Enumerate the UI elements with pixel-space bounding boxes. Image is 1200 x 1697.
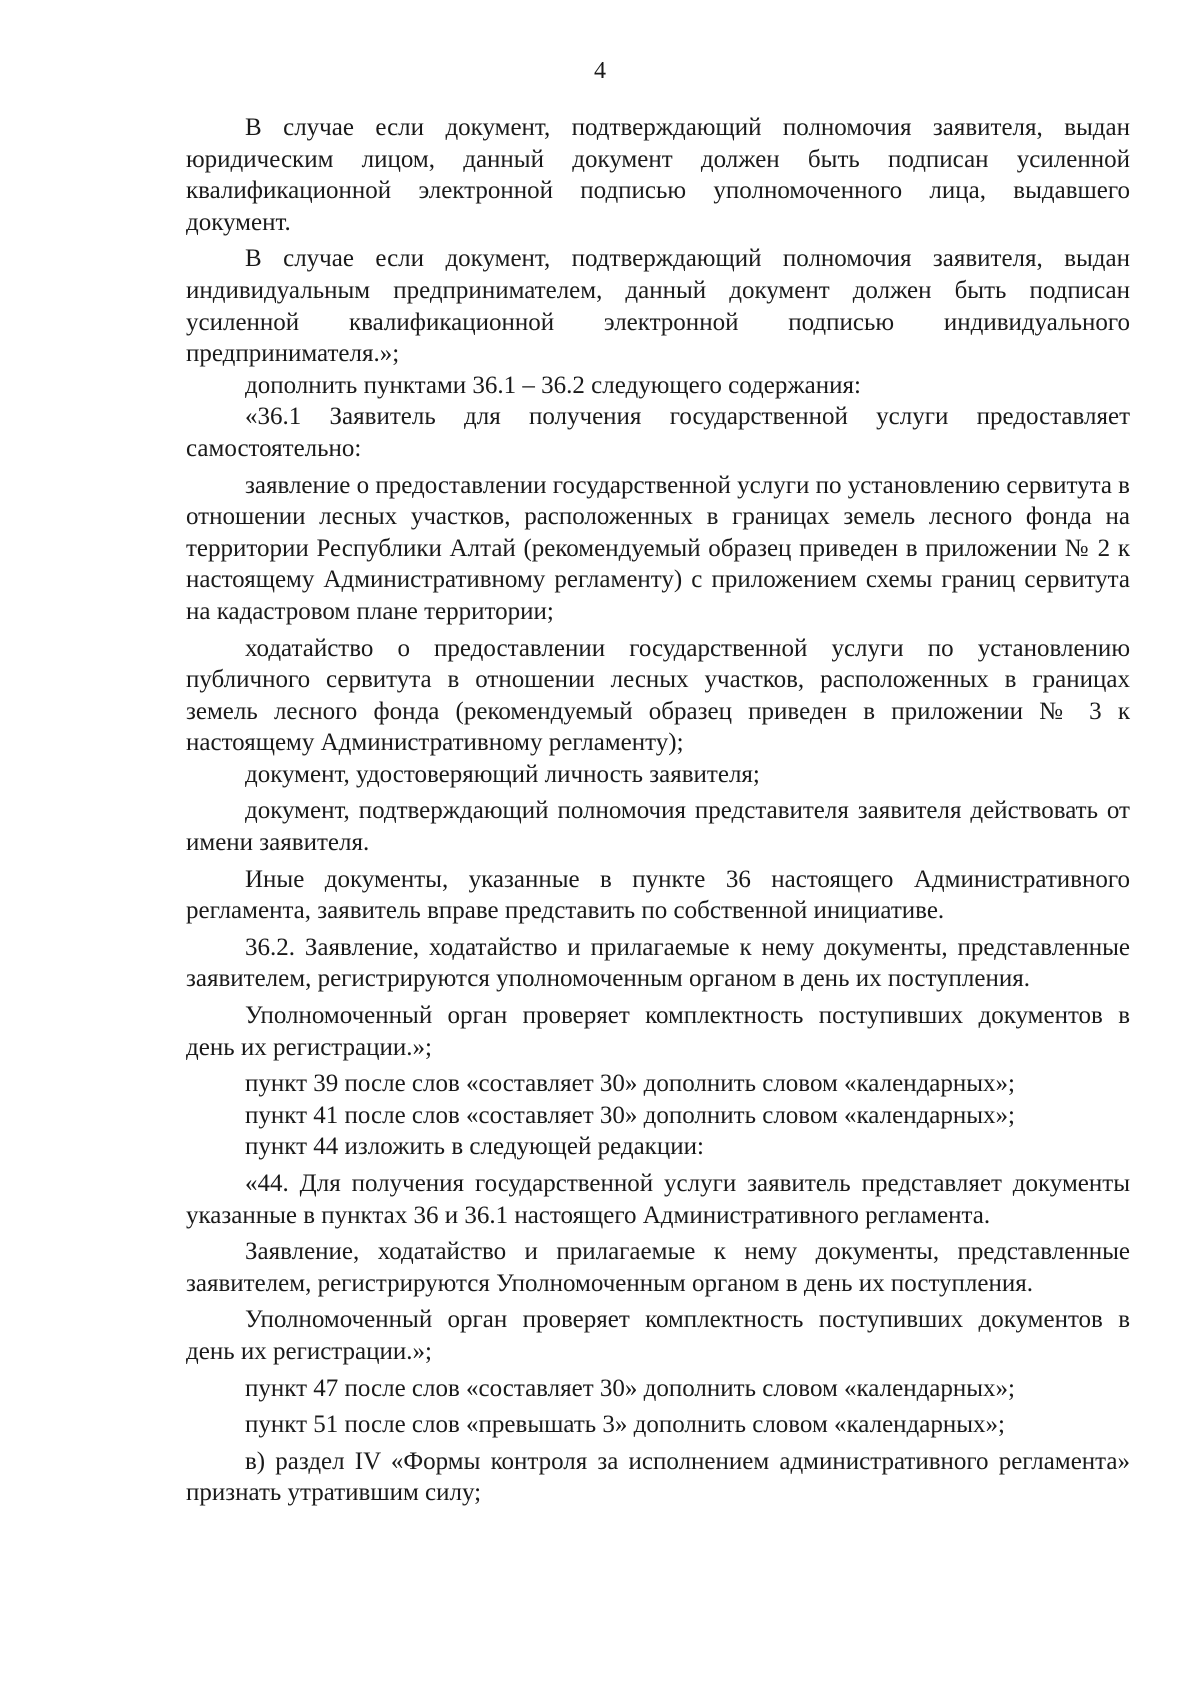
paragraph: пункт 39 после слов «составляет 30» дополнить словом «календарных»;	[245, 1070, 1016, 1098]
paragraph: заявление о предоставлении государственной услуги по установлению сервитута в отношении лесных участков, расположенных в границах земель лесного фонда на территории Республики Алтай (рекомендуемый образец приведен в приложении № 2 к настоящему Административному регламенту) с приложением схемы границ сервитута на кадастровом плане территории;	[186, 471, 1130, 625]
paragraph: В случае если документ, подтверждающий полномочия заявителя, выдан индивидуальным предпринимателем, данный документ должен быть подписан усиленной квалификационной электронной подписью индивидуального предпринимателя.»;	[186, 245, 1130, 368]
paragraph: Уполномоченный орган проверяет комплектность поступивших документов в день их регистрации.»;	[186, 1306, 1130, 1365]
document-body	[186, 112, 1130, 1509]
paragraph: Иные документы, указанные в пункте 36 настоящего Административного регламента, заявитель вправе представить по собственной инициативе.	[186, 865, 1130, 925]
paragraph: ходатайство о предоставлении государственной услуги по установлению публичного сервитута в отношении лесных участков, расположенных в границах земель лесного фонда (рекомендуемый образец приведен в приложении № 3 к настоящему Административному регламенту);	[186, 634, 1130, 757]
paragraph: в) раздел IV «Формы контроля за исполнением административного регламента» признать утратившим силу;	[186, 1447, 1130, 1507]
paragraph: Заявление, ходатайство и прилагаемые к нему документы, представленные заявителем, регистрируются Уполномоченным органом в день их поступления.	[186, 1238, 1130, 1297]
paragraph: дополнить пунктами 36.1 – 36.2 следующего содержания:	[245, 371, 861, 399]
paragraph: пункт 47 после слов «составляет 30» дополнить словом «календарных»;	[245, 1374, 1016, 1402]
paragraph: пункт 41 после слов «составляет 30» дополнить словом «календарных»;	[245, 1101, 1016, 1129]
paragraph: документ, удостоверяющий личность заявителя;	[245, 760, 760, 788]
paragraph: пункт 51 после слов «превышать 3» дополнить словом «календарных»;	[245, 1411, 1005, 1439]
paragraph: 36.2. Заявление, ходатайство и прилагаемые к нему документы, представленные заявителем, регистрируются уполномоченным органом в день их поступления.	[186, 933, 1130, 993]
paragraph: «36.1 Заявитель для получения государственной услуги предоставляет самостоятельно:	[186, 403, 1130, 462]
paragraph: В случае если документ, подтверждающий полномочия заявителя, выдан юридическим лицом, данный документ должен быть подписан усиленной квалификационной электронной подписью уполномоченного лица, выдавшего документ.	[186, 114, 1130, 236]
page-number: 4	[594, 58, 606, 84]
paragraph: пункт 44 изложить в следующей редакции:	[245, 1133, 704, 1161]
paragraph: Уполномоченный орган проверяет комплектность поступивших документов в день их регистрации.»;	[186, 1002, 1130, 1061]
paragraph: «44. Для получения государственной услуги заявитель представляет документы указанные в пунктах 36 и 36.1 настоящего Административного регламента.	[186, 1170, 1130, 1229]
paragraph: документ, подтверждающий полномочия представителя заявителя действовать от имени заявителя.	[186, 797, 1130, 857]
